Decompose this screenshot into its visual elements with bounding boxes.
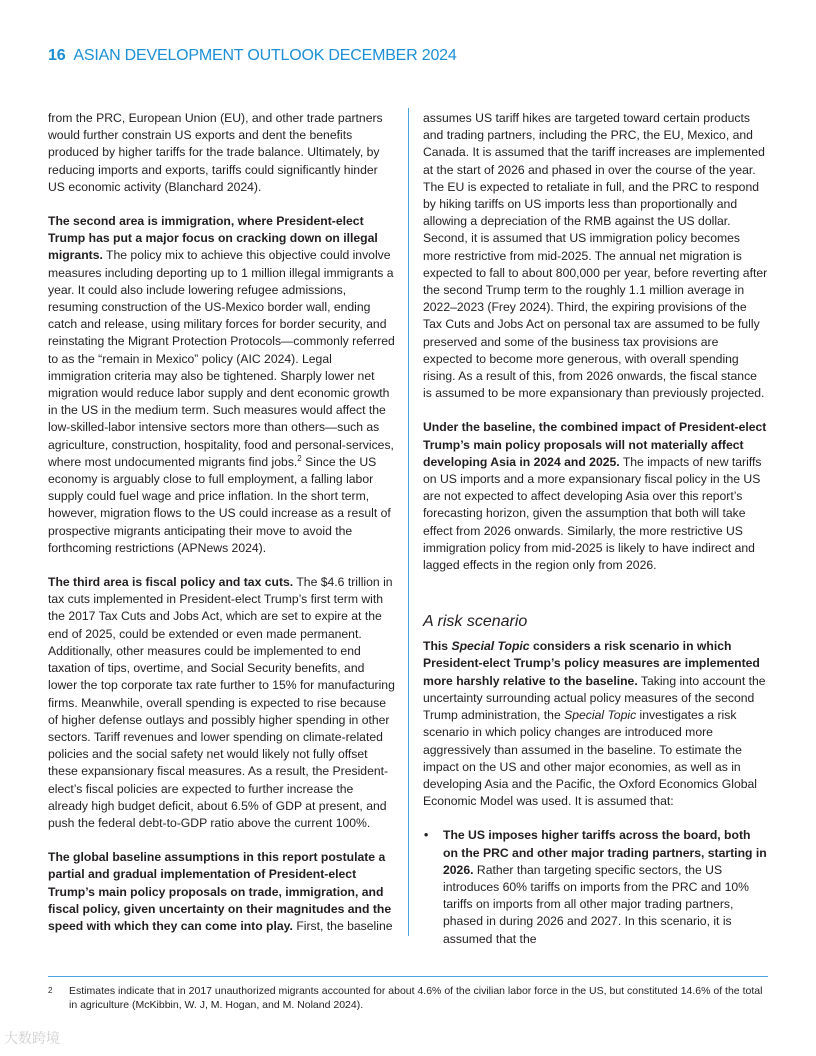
bullet-text: Rather than targeting specific sectors, the US introduces 60% tariffs on imports from the PRC and 10% tariffs on imports from all other major trading partners, phased in during 2026 and 2027. In this scenario, it is assumed that the	[443, 862, 749, 946]
paragraph-text: Since the US economy is arguably close to full employment, a falling labor supply could fuel wage and price inflation. In the short term, however, migration flows to the US could increase as a result of prospective migrants anticipating their move to avoid the forthcoming restrictions (APNews 2024).	[48, 454, 391, 555]
watermark: 大数跨境	[4, 1030, 60, 1046]
paragraph	[423, 638, 768, 810]
paragraph-text: from the PRC, European Union (EU), and other trade partners would further constrain US exports and dent the benefits produced by higher tariffs for the trade balance. Ultimately, by reducing imports and exports, tariffs could significantly hinder US economic activity (Blanchard 2024).	[48, 111, 383, 194]
lead-text: This	[423, 639, 452, 654]
section-heading: A risk scenario	[423, 613, 528, 631]
right-column	[423, 110, 768, 948]
paragraph-lead: Under the baseline, the combined impact of President-elect Trump’s main policy proposals will not materially affect developing Asia in 2024 and 2025.	[423, 420, 767, 469]
paragraph-text: investigates a risk scenario in which policy changes are introduced more aggressively than assumed in the baseline. To estimate the impact on the US and other major economies, as well as in developing Asia and the Pacific, the Oxford Economics Global Economic Model was used. It is assumed that:	[423, 708, 757, 809]
footnote-divider	[48, 976, 768, 977]
footnote	[48, 984, 768, 1012]
left-column	[48, 110, 396, 952]
paragraph-lead: The third area is fiscal policy and tax cuts.	[48, 575, 294, 590]
footnote-ref[interactable]: 2	[297, 453, 302, 463]
paragraph-text: The impacts of new tariffs on US imports and a more expansionary fiscal policy in the US are not expected to affect developing Asia over this report’s forecasting horizon, given the assumption that both will take effect from 2026 onwards. Similarly, the more restrictive US immigration policy from mid-2025 is likely to have indirect and lagged effects in the region only from 2026.	[423, 454, 762, 573]
column-divider	[408, 108, 409, 936]
paragraph	[48, 110, 396, 196]
paragraph	[423, 110, 768, 402]
bullet-item	[423, 827, 768, 947]
bullet-lead: The US imposes higher tariffs across the board, both on the PRC and other major trading partners, starting in 2026.	[443, 828, 767, 877]
paragraph	[423, 419, 768, 574]
paragraph-text: assumes US tariff hikes are targeted toward certain products and trading partners, including the PRC, the EU, Mexico, and Canada. It is assumed that the tariff increases are implemented at the start of 2026 and phased in over the course of the year. The EU is expected to retaliate in full, and the PRC to respond by hiking tariffs on US imports less than proportionally and allowing a depreciation of the RMB against the US dollar. Second, it is assumed that US immigration policy becomes more restrictive from mid-2025. The annual net migration is expected to fall to about 800,000 per year, before reverting after the second Trump term to the roughly 1.1 million average in 2022–2023 (Frey 2024). Third, the expiring provisions of the Tax Cuts and Jobs Act on personal tax are assumed to be fully preserved and some of the business tax provisions are expected to become more generous, with overall spending rising. As a result of this, from 2026 onwards, the fiscal stance is assumed to be more expansionary than previously projected.	[423, 111, 768, 401]
paragraph	[48, 213, 396, 557]
page-header	[48, 46, 457, 66]
bullet-icon: •	[424, 828, 429, 843]
footnote-number: 2	[48, 986, 53, 995]
paragraph-lead: The second area is immigration, where President-elect Trump has put a major focus on cracking down on illegal migrants.	[48, 214, 378, 263]
paragraph-text: The policy mix to achieve this objective could involve measures including deporting up to 1 million illegal immigrants a year. It could also include lowering refugee admissions, resuming construction of the US-Mexico border wall, ending catch and release, using military forces for border security, and reinstating the Migrant Protection Protocols—commonly referred to as the “remain in Mexico” policy (AIC 2024). Legal immigration criteria may also be tightened. Sharply lower net migration would reduce labor supply and dent economic growth in the US in the medium term. Such measures would affect the low-skilled-labor intensive sectors more than others—such as agriculture, construction, hospitality, food and personal-services, where most undocumented migrants find jobs.	[48, 248, 395, 469]
lead-italic: Special Topic	[451, 639, 530, 654]
footnote-text: Estimates indicate that in 2017 unauthorized migrants accounted for about 4.6% of the civilian labor force in the US, but constituted 14.6% of the total in agriculture (McKibbin, W. J, M. Hogan, and M. Noland 2024).	[69, 985, 763, 1011]
paragraph-text: The $4.6 trillion in tax cuts implemented in President-elect Trump’s first term with the 2017 Tax Cuts and Jobs Act, which are set to expire at the end of 2025, could be extended or even made permanent. Additionally, other measures could be implemented to end taxation of tips, overtime, and Social Security benefits, and lower the top corporate tax rate further to 15% for manufacturing firms. Meanwhile, overall spending is expected to rise because of higher defense outlays and possibly higher spending in other sectors. Tariff revenues and lower spending on climate-related policies and the social safety net would likely not fully offset these expansionary fiscal measures. As a result, the President-elect’s fiscal policies are expected to further increase the already high budget deficit, about 6.5% of GDP at present, and push the federal debt-to-GDP ratio above the current 100%.	[48, 575, 395, 830]
lead-text: considers a risk scenario in which President-elect Trump’s policy measures are implemented more harshly relative to the baseline.	[423, 639, 760, 688]
paragraph-italic: Special Topic	[564, 708, 637, 723]
running-title: ASIAN DEVELOPMENT OUTLOOK DECEMBER 2024	[73, 47, 457, 64]
paragraph	[48, 849, 396, 935]
page-number: 16	[48, 47, 66, 64]
paragraph	[48, 574, 396, 832]
paragraph-lead: The global baseline assumptions in this report postulate a partial and gradual implementation of President-elect Trump’s main policy proposals on trade, immigration, and fiscal policy, given uncertainty on their magnitudes and the speed with which they can come into play.	[48, 850, 392, 933]
paragraph-text: Taking into account the uncertainty surrounding actual policy measures of the second Trump administration, the	[423, 673, 766, 723]
paragraph-text: First, the baseline	[292, 918, 393, 933]
